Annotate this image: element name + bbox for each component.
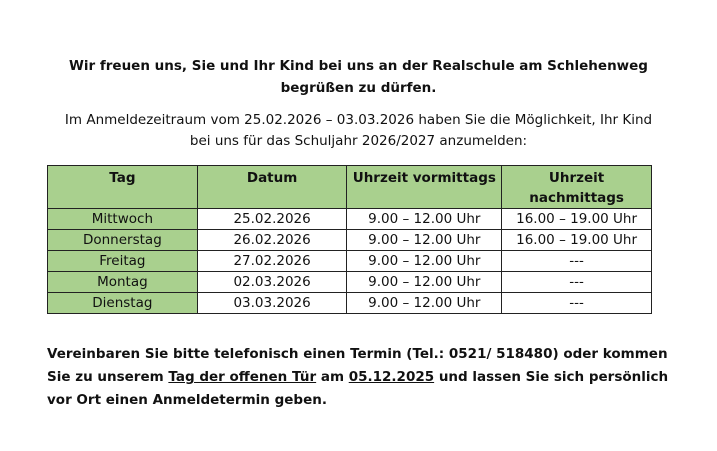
table-header-row xyxy=(48,166,652,209)
closing-line-2 xyxy=(47,366,667,389)
intro-text xyxy=(0,110,717,152)
cell-datum: 03.03.2026 xyxy=(197,293,347,314)
closing-line-1: Vereinbaren Sie bitte telefonisch einen Termin (Tel.: 0521/ 518480) oder kommen xyxy=(47,346,668,362)
cell-tag: Dienstag xyxy=(48,293,198,314)
header-vormittags: Uhrzeit vormittags xyxy=(347,166,502,209)
table-row xyxy=(48,293,652,314)
table-row xyxy=(48,230,652,251)
closing-line-2-post: und lassen Sie sich persönlich xyxy=(434,369,669,385)
open-day-date: 05.12.2025 xyxy=(348,369,435,385)
cell-tag: Montag xyxy=(48,272,198,293)
header-nachmittags xyxy=(502,166,652,209)
open-day-text: Tag der offenen Tür xyxy=(168,369,317,385)
cell-vormittags: 9.00 – 12.00 Uhr xyxy=(347,251,502,272)
cell-vormittags: 9.00 – 12.00 Uhr xyxy=(347,293,502,314)
cell-nachmittags: 16.00 – 19.00 Uhr xyxy=(502,230,652,251)
intro-line-2: bei uns für das Schuljahr 2026/2027 anzumelden: xyxy=(189,133,528,149)
cell-datum: 27.02.2026 xyxy=(197,251,347,272)
header-datum: Datum xyxy=(197,166,347,209)
cell-tag: Donnerstag xyxy=(48,230,198,251)
closing-line-2-mid: am xyxy=(316,369,349,385)
heading-line-2: begrüßen zu dürfen. xyxy=(280,80,437,96)
closing-paragraph xyxy=(47,343,667,412)
cell-vormittags: 9.00 – 12.00 Uhr xyxy=(347,230,502,251)
cell-datum: 02.03.2026 xyxy=(197,272,347,293)
cell-nachmittags: --- xyxy=(502,251,652,272)
page-heading xyxy=(0,55,717,99)
header-nachmittags-line-2: nachmittags xyxy=(529,190,624,206)
cell-vormittags: 9.00 – 12.00 Uhr xyxy=(347,272,502,293)
closing-line-2-pre: Sie zu unserem xyxy=(47,369,169,385)
heading-line-1: Wir freuen uns, Sie und Ihr Kind bei uns an der Realschule am Schlehenweg xyxy=(69,58,648,74)
registration-schedule-table xyxy=(47,165,652,314)
cell-tag: Mittwoch xyxy=(48,209,198,230)
cell-datum: 25.02.2026 xyxy=(197,209,347,230)
cell-vormittags: 9.00 – 12.00 Uhr xyxy=(347,209,502,230)
cell-nachmittags: --- xyxy=(502,272,652,293)
closing-line-3: vor Ort einen Anmeldetermin geben. xyxy=(47,392,327,408)
table-row xyxy=(48,272,652,293)
header-tag: Tag xyxy=(48,166,198,209)
cell-tag: Freitag xyxy=(48,251,198,272)
cell-nachmittags: 16.00 – 19.00 Uhr xyxy=(502,209,652,230)
header-nachmittags-line-1: Uhrzeit xyxy=(548,170,605,186)
table-row xyxy=(48,251,652,272)
cell-datum: 26.02.2026 xyxy=(197,230,347,251)
intro-line-1: Im Anmeldezeitraum vom 25.02.2026 – 03.03.2026 haben Sie die Möglichkeit, Ihr Kind xyxy=(64,112,653,128)
table-row xyxy=(48,209,652,230)
cell-nachmittags: --- xyxy=(502,293,652,314)
